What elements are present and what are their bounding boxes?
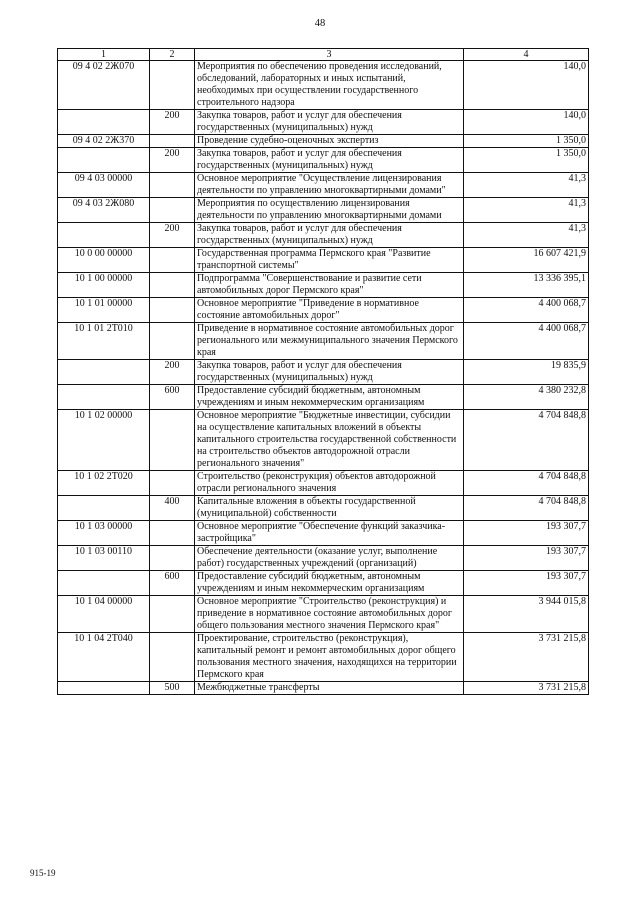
amount-value: 3 731 215,8 [464,633,589,682]
column-header-expense-type: 2 [150,49,195,61]
expenditure-name: Мероприятия по осуществлению лицензирования деятельности по управлению многоквартирными домами [195,198,464,223]
table-row [58,135,589,148]
expense-type-code [150,61,195,110]
budget-classification-code [58,385,150,410]
expense-type-code [150,248,195,273]
expenditure-name: Межбюджетные трансферты [195,682,464,695]
expenditure-name: Основное мероприятие "Бюджетные инвестиции, субсидии на осуществление капитальных вложений в объекты капитального строительства государственной собственности на строительство объектов автодорожной отрасли регионального значения" [195,410,464,471]
expense-type-code [150,471,195,496]
expenditure-name: Проведение судебно-оценочных экспертиз [195,135,464,148]
amount-value: 1 350,0 [464,135,589,148]
expenditure-name: Проектирование, строительство (реконструкция), капитальный ремонт и ремонт автомобильных дорог общего пользования местного значения, находящихся на территории Пермского края [195,633,464,682]
budget-table [57,48,589,695]
budget-classification-code: 10 1 03 00110 [58,546,150,571]
table-row [58,546,589,571]
table-row [58,682,589,695]
table-row [58,471,589,496]
expense-type-code [150,298,195,323]
expense-type-code: 200 [150,223,195,248]
expense-type-code [150,521,195,546]
column-header-code: 1 [58,49,150,61]
budget-classification-code [58,360,150,385]
expenditure-name: Закупка товаров, работ и услуг для обеспечения государственных (муниципальных) нужд [195,110,464,135]
expenditure-name: Основное мероприятие "Строительство (реконструкция) и приведение в нормативное состояние автомобильных дорог общего пользования местного значения Пермского края" [195,596,464,633]
amount-value: 4 704 848,8 [464,410,589,471]
table-header-row [58,49,589,61]
expense-type-code [150,410,195,471]
amount-value: 193 307,7 [464,571,589,596]
amount-value: 41,3 [464,223,589,248]
expense-type-code [150,323,195,360]
table-row [58,61,589,110]
budget-classification-code [58,682,150,695]
budget-classification-code: 09 4 03 00000 [58,173,150,198]
expense-type-code: 500 [150,682,195,695]
table-row [58,223,589,248]
expenditure-name: Закупка товаров, работ и услуг для обеспечения государственных (муниципальных) нужд [195,360,464,385]
table-row [58,110,589,135]
column-header-name: 3 [195,49,464,61]
table-row [58,323,589,360]
budget-classification-code [58,148,150,173]
amount-value: 41,3 [464,173,589,198]
amount-value: 4 380 232,8 [464,385,589,410]
expense-type-code [150,596,195,633]
table-row [58,198,589,223]
expense-type-code: 200 [150,110,195,135]
amount-value: 4 704 848,8 [464,496,589,521]
expenditure-name: Капитальные вложения в объекты государственной (муниципальной) собственности [195,496,464,521]
expenditure-name: Предоставление субсидий бюджетным, автономным учреждениям и иным некоммерческим организациям [195,571,464,596]
expense-type-code [150,273,195,298]
table-body [58,61,589,695]
expense-type-code [150,546,195,571]
table-row [58,360,589,385]
budget-classification-code: 10 1 04 2Т040 [58,633,150,682]
amount-value: 3 731 215,8 [464,682,589,695]
column-header-amount: 4 [464,49,589,61]
expense-type-code [150,198,195,223]
expense-type-code: 600 [150,571,195,596]
table-row [58,385,589,410]
amount-value: 4 704 848,8 [464,471,589,496]
expenditure-name: Закупка товаров, работ и услуг для обеспечения государственных (муниципальных) нужд [195,148,464,173]
expenditure-name: Предоставление субсидий бюджетным, автономным учреждениям и иным некоммерческим организациям [195,385,464,410]
expenditure-name: Основное мероприятие "Осуществление лицензирования деятельности по управлению многоквартирными домами" [195,173,464,198]
amount-value: 41,3 [464,198,589,223]
table-row [58,298,589,323]
budget-classification-code: 10 1 00 00000 [58,273,150,298]
amount-value: 4 400 068,7 [464,323,589,360]
budget-classification-code: 09 4 02 2Ж070 [58,61,150,110]
amount-value: 140,0 [464,61,589,110]
page-number: 48 [314,18,326,29]
amount-value: 140,0 [464,110,589,135]
expense-type-code [150,135,195,148]
table-row [58,410,589,471]
amount-value: 1 350,0 [464,148,589,173]
table-row [58,596,589,633]
budget-classification-code [58,110,150,135]
budget-classification-code [58,496,150,521]
budget-classification-code: 09 4 03 2Ж080 [58,198,150,223]
table-row [58,521,589,546]
amount-value: 4 400 068,7 [464,298,589,323]
amount-value: 193 307,7 [464,521,589,546]
expense-type-code [150,633,195,682]
amount-value: 13 336 395,1 [464,273,589,298]
table-row [58,633,589,682]
budget-classification-code [58,571,150,596]
table-row [58,496,589,521]
expenditure-name: Государственная программа Пермского края "Развитие транспортной системы" [195,248,464,273]
table-row [58,148,589,173]
budget-classification-code: 10 1 04 00000 [58,596,150,633]
budget-classification-code: 10 0 00 00000 [58,248,150,273]
expenditure-name: Строительство (реконструкция) объектов автодорожной отрасли регионального значения [195,471,464,496]
table-row [58,173,589,198]
expense-type-code: 600 [150,385,195,410]
budget-classification-code: 09 4 02 2Ж370 [58,135,150,148]
document-footer-code: 915-19 [30,868,56,878]
table-row [58,571,589,596]
budget-classification-code [58,223,150,248]
expense-type-code: 200 [150,148,195,173]
budget-classification-code: 10 1 01 2Т010 [58,323,150,360]
expenditure-name: Обеспечение деятельности (оказание услуг, выполнение работ) государственных учреждений (организаций) [195,546,464,571]
budget-classification-code: 10 1 01 00000 [58,298,150,323]
expenditure-name: Подпрограмма "Совершенствование и развитие сети автомобильных дорог Пермского края" [195,273,464,298]
expenditure-name: Основное мероприятие "Обеспечение функций заказчика-застройщика" [195,521,464,546]
table-row [58,248,589,273]
expense-type-code: 400 [150,496,195,521]
budget-classification-code: 10 1 02 2Т020 [58,471,150,496]
expense-type-code: 200 [150,360,195,385]
amount-value: 16 607 421,9 [464,248,589,273]
amount-value: 193 307,7 [464,546,589,571]
budget-classification-code: 10 1 02 00000 [58,410,150,471]
table-row [58,273,589,298]
budget-classification-code: 10 1 03 00000 [58,521,150,546]
amount-value: 19 835,9 [464,360,589,385]
expenditure-name: Приведение в нормативное состояние автомобильных дорог регионального или межмуниципального значения Пермского края [195,323,464,360]
expense-type-code [150,173,195,198]
expenditure-name: Мероприятия по обеспечению проведения исследований, обследований, лабораторных и иных испытаний, необходимых при осуществлении государственного строительного надзора [195,61,464,110]
amount-value: 3 944 015,8 [464,596,589,633]
expenditure-name: Основное мероприятие "Приведение в нормативное состояние автомобильных дорог" [195,298,464,323]
expenditure-name: Закупка товаров, работ и услуг для обеспечения государственных (муниципальных) нужд [195,223,464,248]
